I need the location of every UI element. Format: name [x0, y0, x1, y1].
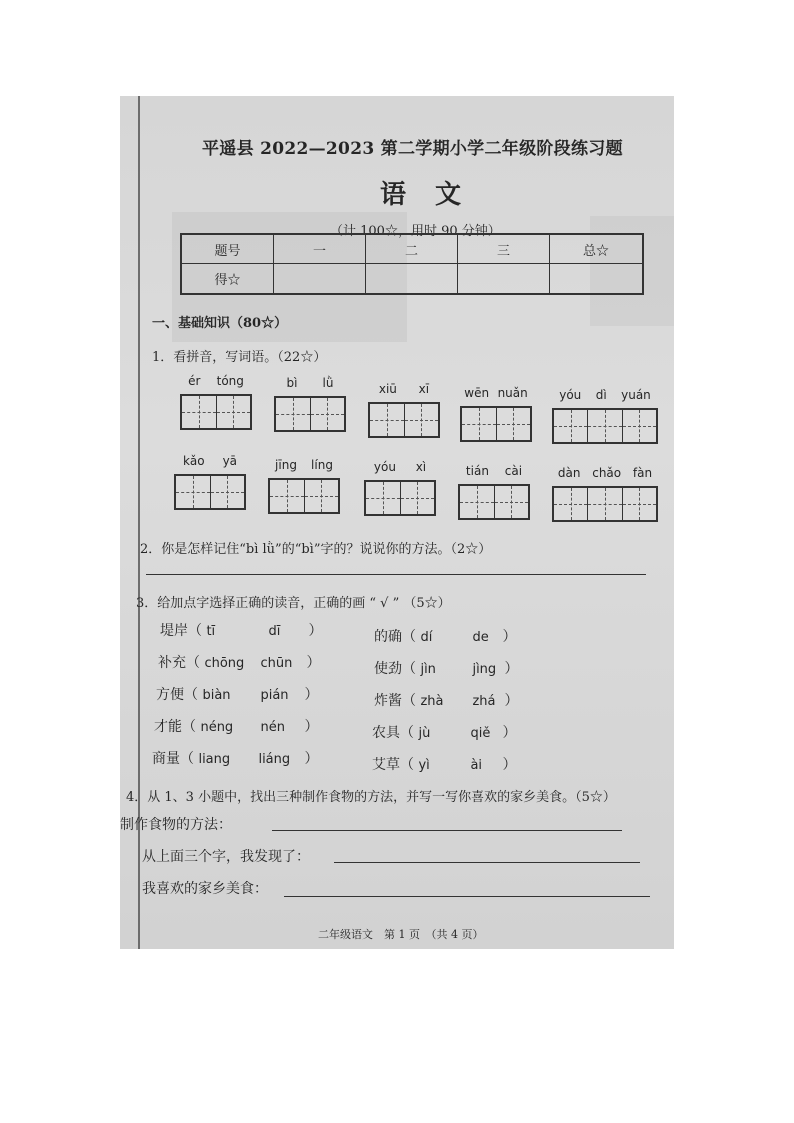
exam-meta: （计 100☆，用时 90 分钟）: [330, 224, 501, 239]
question-4-label: 4．从 1、3 小题中，找出三种制作食物的方法，并写一写你喜欢的家乡美食。（5☆）: [126, 790, 616, 805]
pinyin-syllable: cài: [504, 464, 523, 478]
question-1-label: 1．看拼音，写词语。（22☆）: [152, 350, 327, 365]
pronunciation-choice: 艾草（ yì ài ）: [372, 757, 517, 773]
pinyin-syllable: dì: [595, 388, 607, 402]
q4-prompt-hometown-food: 我喜欢的家乡美食：: [142, 881, 268, 897]
question-3-label: 3．给加点字选择正确的读音，正确的画 “ √ ” （5☆）: [136, 596, 451, 611]
choice-option-a[interactable]: yì: [418, 758, 430, 773]
pinyin-word: [174, 454, 246, 510]
choice-option-b[interactable]: de: [472, 630, 489, 645]
choice-option-b[interactable]: pián: [260, 688, 289, 703]
pinyin-line: [552, 388, 658, 402]
writing-grid[interactable]: [364, 480, 436, 516]
score-table-score-cell[interactable]: [274, 264, 366, 293]
writing-grid[interactable]: [552, 408, 658, 444]
choice-option-b[interactable]: nén: [260, 720, 285, 735]
pinyin-syllable: yóu: [559, 388, 582, 402]
choice-option-a[interactable]: néng: [200, 720, 234, 735]
pronunciation-choice: 农具（ jù qiě ）: [372, 725, 517, 741]
choice-word: 艾草: [372, 757, 400, 773]
choice-option-a[interactable]: jìn: [420, 662, 436, 677]
pinyin-syllable: tóng: [216, 374, 244, 388]
pronunciation-choice: 商量（ liang liáng ）: [152, 751, 319, 767]
writing-grid[interactable]: [552, 486, 658, 522]
pinyin-line: [364, 460, 436, 474]
pinyin-syllable: kǎo: [182, 454, 205, 468]
choice-option-b[interactable]: dī: [268, 624, 281, 639]
pinyin-syllable: nuǎn: [497, 386, 528, 400]
score-table-header-cell: 题号: [182, 235, 274, 264]
section-heading: 一、基础知识（80☆）: [152, 316, 288, 331]
answer-line[interactable]: [334, 862, 640, 863]
choice-option-a[interactable]: dí: [420, 630, 433, 645]
pinyin-syllable: chǎo: [592, 466, 622, 480]
score-table-header-cell: 二: [366, 235, 458, 264]
answer-line[interactable]: [272, 830, 622, 831]
pinyin-word: [458, 464, 530, 520]
answer-line[interactable]: [284, 896, 650, 897]
pinyin-syllable: yóu: [373, 460, 396, 474]
choice-word: 商量: [152, 751, 180, 767]
score-table-header-cell: 三: [458, 235, 550, 264]
choice-word: 农具: [372, 725, 400, 741]
pinyin-syllable: xiū: [378, 382, 397, 396]
pinyin-line: [180, 374, 252, 388]
choice-word: 使劲: [374, 661, 402, 677]
exam-title: 平遥县 2022—2023 第二学期小学二年级阶段练习题: [202, 139, 623, 159]
pinyin-syllable: dàn: [557, 466, 581, 480]
exam-paper: [120, 96, 674, 949]
pronunciation-choice: 使劲（ jìn jìng ）: [374, 661, 519, 677]
pinyin-syllable: wēn: [464, 386, 490, 400]
choice-option-a[interactable]: liang: [198, 752, 231, 767]
score-table-label-cell: 得☆: [182, 264, 274, 293]
writing-grid[interactable]: [368, 402, 440, 438]
pronunciation-choice: 方便（ biàn pián ）: [156, 687, 319, 703]
pinyin-line: [268, 458, 340, 472]
pinyin-syllable: yuán: [621, 388, 651, 402]
choice-option-b[interactable]: ài: [470, 758, 483, 773]
pinyin-syllable: lǜ: [322, 376, 334, 390]
pinyin-word: [552, 466, 658, 522]
pinyin-word: [180, 374, 252, 430]
answer-line[interactable]: [146, 574, 646, 575]
choice-word: 的确: [374, 629, 402, 645]
pinyin-word: [368, 382, 440, 438]
pronunciation-choice: 才能（ néng nén ）: [154, 719, 319, 735]
pinyin-line: [368, 382, 440, 396]
choice-word: 补充: [158, 655, 186, 671]
pronunciation-choice: 炸酱（ zhà zhá ）: [374, 693, 519, 709]
choice-option-b[interactable]: chūn: [260, 656, 293, 671]
pinyin-word: [460, 386, 532, 442]
choice-option-a[interactable]: tī: [206, 624, 216, 639]
writing-grid[interactable]: [268, 478, 340, 514]
choice-option-b[interactable]: jìng: [472, 662, 497, 677]
score-table-score-cell[interactable]: [550, 264, 642, 293]
pinyin-syllable: líng: [311, 458, 333, 472]
q4-prompt-discovery: 从上面三个字，我发现了：: [142, 849, 310, 865]
pinyin-line: [460, 386, 532, 400]
choice-option-a[interactable]: jù: [418, 726, 431, 741]
score-table-header-cell: 总☆: [550, 235, 642, 264]
choice-option-b[interactable]: liáng: [258, 752, 291, 767]
choice-option-a[interactable]: biàn: [202, 688, 231, 703]
choice-word: 方便: [156, 687, 184, 703]
writing-grid[interactable]: [274, 396, 346, 432]
pinyin-line: [174, 454, 246, 468]
pinyin-syllable: jīng: [275, 458, 297, 472]
pinyin-syllable: fàn: [632, 466, 653, 480]
score-table: [180, 233, 644, 295]
pinyin-syllable: xì: [415, 460, 427, 474]
pinyin-line: [274, 376, 346, 390]
choice-option-b[interactable]: zhá: [472, 694, 496, 709]
score-table-header-cell: 一: [274, 235, 366, 264]
pinyin-syllable: ér: [188, 374, 201, 388]
writing-grid[interactable]: [180, 394, 252, 430]
pinyin-word: [274, 376, 346, 432]
choice-option-b[interactable]: qiě: [470, 726, 491, 741]
pinyin-syllable: bì: [286, 376, 298, 390]
choice-option-a[interactable]: chōng: [204, 656, 245, 671]
pinyin-syllable: yā: [222, 454, 238, 468]
subject-title: 语 文: [380, 180, 472, 210]
pinyin-line: [552, 466, 658, 480]
pronunciation-choice: 堤岸（ tī dī ）: [160, 623, 323, 639]
choice-word: 堤岸: [160, 623, 188, 639]
pinyin-word: [268, 458, 340, 514]
writing-grid[interactable]: [174, 474, 246, 510]
page-footer: 二年级语文 第 1 页 （共 4 页）: [318, 928, 484, 941]
pinyin-word: [552, 388, 658, 444]
choice-option-a[interactable]: zhà: [420, 694, 444, 709]
writing-grid[interactable]: [460, 406, 532, 442]
pinyin-syllable: xī: [418, 382, 430, 396]
choice-word: 才能: [154, 719, 182, 735]
q4-prompt-method: 制作食物的方法：: [120, 817, 232, 833]
question-2-label: 2．你是怎样记住“bì lǜ”的“bì”字的？说说你的方法。（2☆）: [140, 542, 492, 557]
pinyin-line: [458, 464, 530, 478]
pinyin-syllable: tián: [465, 464, 489, 478]
score-table-score-cell[interactable]: [366, 264, 458, 293]
writing-grid[interactable]: [458, 484, 530, 520]
pronunciation-choice: 补充（ chōng chūn ）: [158, 655, 321, 671]
score-table-score-cell[interactable]: [458, 264, 550, 293]
choice-word: 炸酱: [374, 693, 402, 709]
pinyin-word: [364, 460, 436, 516]
pronunciation-choice: 的确（ dí de ）: [374, 629, 517, 645]
